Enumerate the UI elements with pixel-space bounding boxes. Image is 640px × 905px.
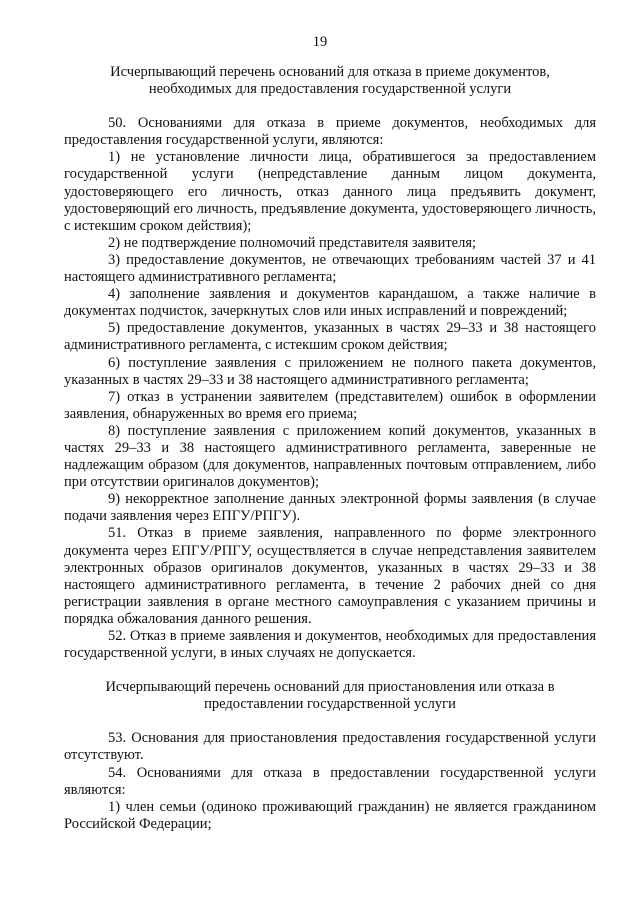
paragraph-51: 51. Отказ в приеме заявления, направленного по форме электронного документа через ЕПГУ/РПГУ, осуществляется в случае непредставления заявителем электронных образов оригиналов документов, указанных в частях 29–33 и 38 настоящего административного регламента, в течение 2 рабочих дней со дня регистрации заявления в органе местного самоуправления с указанием причины и порядка обжалования данного решения. [64, 525, 596, 627]
list-item-6: 6) поступление заявления с приложением не полного пакета документов, указанных в частях 29–33 и 38 настоящего административного регламента; [64, 354, 596, 388]
list-item-7: 7) отказ в устранении заявителем (представителем) ошибок в оформлении заявления, обнаруженных во время его приема; [64, 388, 596, 422]
page-number: 19 [312, 34, 328, 50]
document-body [64, 64, 596, 833]
heading-line: Исчерпывающий перечень оснований для отказа в приеме документов, [110, 64, 550, 80]
paragraph-54: 54. Основаниями для отказа в предоставлении государственной услуги являются: [64, 764, 596, 798]
list-item-8: 8) поступление заявления с приложением копий документов, указанных в частях 29–33 и 38 настоящего административного регламента, заверенные не надлежащим образом (для документов, направленных почтовым отправлением, либо при отсутствии оригиналов документов); [64, 422, 596, 491]
list-item-5: 5) предоставление документов, указанных в частях 29–33 и 38 настоящего административного регламента, с истекшим сроком действия; [64, 320, 596, 354]
section-heading-rejection-documents [64, 64, 596, 98]
list-item-9: 9) некорректное заполнение данных электронной формы заявления (в случае подачи заявления через ЕПГУ/РПГУ). [64, 491, 596, 525]
paragraph-53: 53. Основания для приостановления предоставления государственной услуги отсутствуют. [64, 730, 596, 764]
section-heading-suspension-refusal [64, 679, 596, 713]
heading-line: необходимых для предоставления государственной услуги [148, 81, 512, 98]
paragraph-52: 52. Отказ в приеме заявления и документов, необходимых для предоставления государственной услуги, в иных случаях не допускается. [64, 628, 596, 662]
list-item-3: 3) предоставление документов, не отвечающих требованиям частей 37 и 41 настоящего административного регламента; [64, 251, 596, 286]
heading-line: предоставлении государственной услуги [204, 696, 456, 713]
list-item-1: 1) член семьи (одиноко проживающий гражданин) не является гражданином Российской Федерации; [64, 798, 596, 832]
list-item-1: 1) не установление личности лица, обратившегося за предоставлением государственной услуги (непредставление данным лицом документа, удостоверяющего его личность, отказ данного лица предъявить документ, удостоверяющий его личность, предъявление документа, удостоверяющего личность, с истекшим сроком действия); [64, 149, 596, 234]
list-item-2: 2) не подтверждение полномочий представителя заявителя; [108, 234, 477, 251]
list-item-4: 4) заполнение заявления и документов карандашом, а также наличие в документах подчисток, зачеркнутых слов или иных исправлений и повреждений; [64, 286, 596, 320]
heading-line: Исчерпывающий перечень оснований для приостановления или отказа в [105, 679, 555, 696]
paragraph-50: 50. Основаниями для отказа в приеме документов, необходимых для предоставления государственной услуги, являются: [64, 115, 596, 149]
